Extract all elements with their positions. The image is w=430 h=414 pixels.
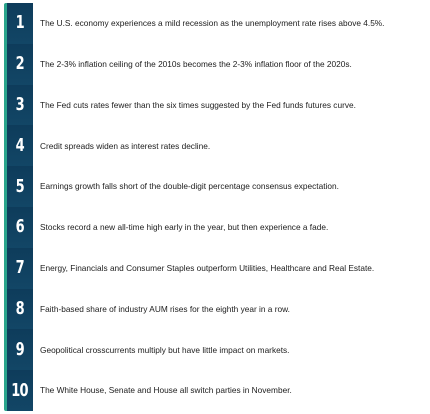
- item-number: 6: [15, 216, 25, 238]
- list-item: [4, 289, 428, 330]
- number-badge: [4, 166, 33, 207]
- list-item: [4, 248, 428, 289]
- number-badge: [4, 44, 33, 85]
- item-number: 9: [15, 338, 25, 360]
- predictions-list: [4, 3, 428, 411]
- number-badge: [4, 85, 33, 126]
- item-number: 3: [15, 93, 25, 115]
- number-badge: [4, 289, 33, 330]
- number-badge: [4, 248, 33, 289]
- list-item: [4, 370, 428, 411]
- list-item: [4, 207, 428, 248]
- list-item: [4, 166, 428, 207]
- item-text: The Fed cuts rates fewer than the six times suggested by the Fed funds futures curve.: [40, 99, 356, 110]
- list-item: [4, 125, 428, 166]
- number-badge: [4, 329, 33, 370]
- item-number: 5: [15, 175, 25, 197]
- number-badge: [4, 125, 33, 166]
- item-text: Geopolitical crosscurrents multiply but have little impact on markets.: [40, 344, 290, 355]
- item-text: The White House, Senate and House all switch parties in November.: [40, 385, 292, 396]
- number-badge: [4, 207, 33, 248]
- list-item: [4, 3, 428, 44]
- list-item: [4, 329, 428, 370]
- number-badge: [4, 3, 33, 44]
- item-number: 8: [15, 297, 25, 319]
- item-text: The U.S. economy experiences a mild recession as the unemployment rate rises above 4.5%.: [40, 18, 385, 29]
- item-text: Earnings growth falls short of the double-digit percentage consensus expectation.: [40, 181, 339, 192]
- item-number: 2: [15, 53, 25, 75]
- item-text: Stocks record a new all-time high early in the year, but then experience a fade.: [40, 222, 329, 233]
- item-number: 4: [15, 134, 25, 156]
- item-text: Energy, Financials and Consumer Staples outperform Utilities, Healthcare and Real Estate.: [40, 263, 375, 274]
- number-badge: [4, 370, 33, 411]
- list-item: [4, 44, 428, 85]
- item-text: The 2-3% inflation ceiling of the 2010s becomes the 2-3% inflation floor of the 2020s.: [40, 59, 352, 70]
- item-text: Credit spreads widen as interest rates decline.: [40, 140, 211, 151]
- item-number: 10: [11, 379, 29, 401]
- item-text: Faith-based share of industry AUM rises for the eighth year in a row.: [40, 303, 290, 314]
- item-number: 7: [15, 257, 25, 279]
- item-number: 1: [15, 12, 25, 34]
- list-item: [4, 85, 428, 126]
